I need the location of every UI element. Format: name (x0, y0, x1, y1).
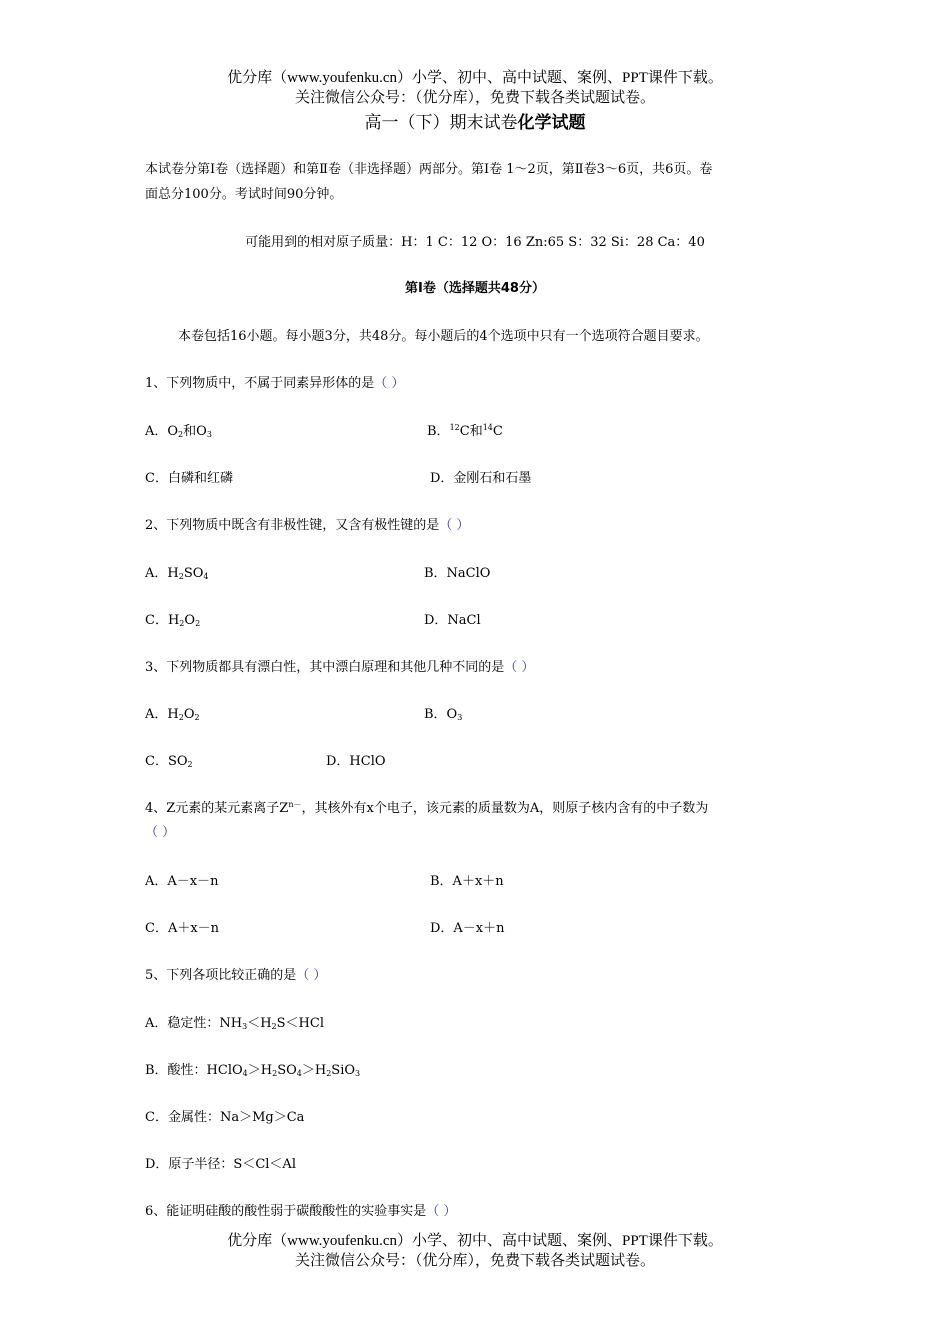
question-1-stem (145, 372, 404, 391)
question-6-stem (145, 1200, 456, 1219)
q1b-t2: C和 (459, 424, 483, 439)
q3-option-d: D．HClO (326, 754, 386, 769)
header-line-2: 关注微信公众号：（优分库），免费下载各类试题试卷。 (294, 90, 655, 106)
footer-line-1: 优分库（www.youfenku.cn）小学、初中、高中试题、案例、PPT课件下载。 (227, 1233, 723, 1249)
answer-paren: （ ） (374, 376, 405, 391)
intro-line-1: 本试卷分第Ⅰ卷（选择题）和第Ⅱ卷（非选择题）两部分。第Ⅰ卷 1～2页，第Ⅱ卷3～6页，共6页。卷 (145, 162, 713, 177)
q5a-t4: S＜HCl (276, 1016, 324, 1031)
q5b-t2: ＞H (247, 1063, 273, 1078)
footer-line-2: 关注微信公众号：（优分库），免费下载各类试题试卷。 (294, 1253, 655, 1269)
q3a-t2: O (183, 707, 195, 722)
q1b-t0: B． (427, 424, 450, 439)
answer-paren: （ ） (439, 518, 470, 533)
q2c-t2: O (184, 613, 196, 628)
title-normal: 高一（下）期末试卷 (364, 113, 518, 133)
page-title (0, 108, 950, 133)
q3-option-c (145, 750, 193, 769)
q2c-sub1: 2 (179, 619, 185, 628)
q5b-sub1: 4 (242, 1069, 248, 1078)
q5b-t4: SO (277, 1063, 297, 1078)
q5a-t0: A．稳定性：NH (145, 1016, 243, 1031)
q3b-t0: B．O (424, 707, 458, 722)
answer-paren: （ ） (145, 825, 176, 840)
q3-option-a (145, 703, 200, 722)
q4-stem-pre: 4、Z元素的某元素离子Z (145, 801, 289, 816)
q2a-t2: SO (183, 566, 204, 581)
q3-option-b (424, 703, 462, 722)
question-4-stem (145, 797, 708, 816)
q5-option-c: C．金属性：Na＞Mg＞Ca (145, 1110, 305, 1125)
q2-option-b: B．NaClO (424, 566, 491, 581)
q4-stem-post: ，其核外有x个电子，该元素的质量数为A，则原子核内含有的中子数为 (301, 801, 709, 816)
q5a-t2: ＜H (247, 1016, 272, 1031)
q1a-sub1: 2 (178, 430, 184, 439)
q5b-sub5: 4 (296, 1069, 302, 1078)
q2-stem-text: 2、下列物质中既含有非极性键，又含有极性键的是 (145, 518, 440, 533)
answer-paren: （ ） (296, 968, 327, 983)
q1-option-b (427, 420, 503, 439)
q2c-t0: C．H (145, 613, 180, 628)
question-3-stem (145, 656, 534, 675)
q2-option-c (145, 609, 200, 628)
section-1-heading: 第Ⅰ卷（选择题共48分） (405, 281, 545, 296)
intro-line-2: 面总分100分。考试时间90分钟。 (145, 187, 343, 202)
q3c-sub1: 2 (187, 760, 193, 769)
q3b-sub1: 3 (457, 713, 463, 722)
q2a-t0: A．H (145, 566, 179, 581)
section-1-instruction: 本卷包括16小题。每小题3分，共48分。每小题后的4个选项中只有一个选项符合题目要求。 (178, 329, 709, 344)
q2a-sub3: 4 (203, 572, 209, 581)
q4-option-c: C．A＋x－n (145, 921, 220, 936)
answer-paren: （ ） (426, 1204, 457, 1219)
header-line-1: 优分库（www.youfenku.cn）小学、初中、高中试题、案例、PPT课件下载。 (227, 70, 723, 86)
question-2-stem (145, 514, 469, 533)
question-5-stem (145, 964, 326, 983)
q2a-sub1: 2 (178, 572, 184, 581)
atomic-masses: 可能用到的相对原子质量：H：1 C：12 O：16 Zn:65 S：32 Si：28 Ca：40 (245, 235, 705, 250)
title-bold: 化学试题 (517, 113, 586, 133)
q2-option-a (145, 562, 209, 581)
q2c-sub3: 2 (195, 619, 201, 628)
q6-stem-text: 6、能证明硅酸的酸性弱于碳酸酸性的实验事实是 (145, 1204, 427, 1219)
q5b-t0: B．酸性：HClO (145, 1063, 243, 1078)
q1-stem-text: 1、下列物质中，不属于同素异形体的是 (145, 376, 375, 391)
q4-option-b: B．A＋x＋n (430, 874, 504, 889)
q1-option-d: D．金刚石和石墨 (430, 471, 532, 486)
q4-option-d: D．A－x＋n (430, 921, 505, 936)
q5-option-d: D．原子半径：S＜Cl＜Al (145, 1157, 296, 1172)
q3a-sub1: 2 (178, 713, 184, 722)
q5b-sub7: 2 (326, 1069, 332, 1078)
q3a-sub3: 2 (194, 713, 200, 722)
q5b-sub9: 3 (355, 1069, 361, 1078)
q4-charge-sup: n－ (288, 800, 302, 809)
q3a-t0: A．H (145, 707, 179, 722)
q5b-t6: ＞H (301, 1063, 327, 1078)
q1a-sub3: 3 (206, 430, 212, 439)
answer-paren: （ ） (504, 660, 535, 675)
q1b-sup1: 12 (449, 423, 460, 432)
q5-option-a (145, 1012, 324, 1031)
q5-stem-text: 5、下列各项比较正确的是 (145, 968, 297, 983)
q1-option-c: C．白磷和红磷 (145, 471, 233, 486)
q5a-sub3: 2 (271, 1022, 277, 1031)
q1a-t0: A．O (145, 424, 179, 439)
q5-option-b (145, 1059, 360, 1078)
q3-stem-text: 3、下列物质都具有漂白性，其中漂白原理和其他几种不同的是 (145, 660, 505, 675)
q1b-sup3: 14 (482, 423, 493, 432)
q4-option-a: A．A－x－n (145, 874, 219, 889)
q5a-sub1: 3 (242, 1022, 248, 1031)
q1a-t2: 和O (183, 424, 207, 439)
q1b-t4: C (492, 424, 503, 439)
q3c-t0: C．SO (145, 754, 188, 769)
q1-option-a (145, 420, 212, 439)
q5b-t8: SiO (331, 1063, 356, 1078)
q5b-sub3: 2 (272, 1069, 278, 1078)
q2-option-d: D．NaCl (424, 613, 481, 628)
